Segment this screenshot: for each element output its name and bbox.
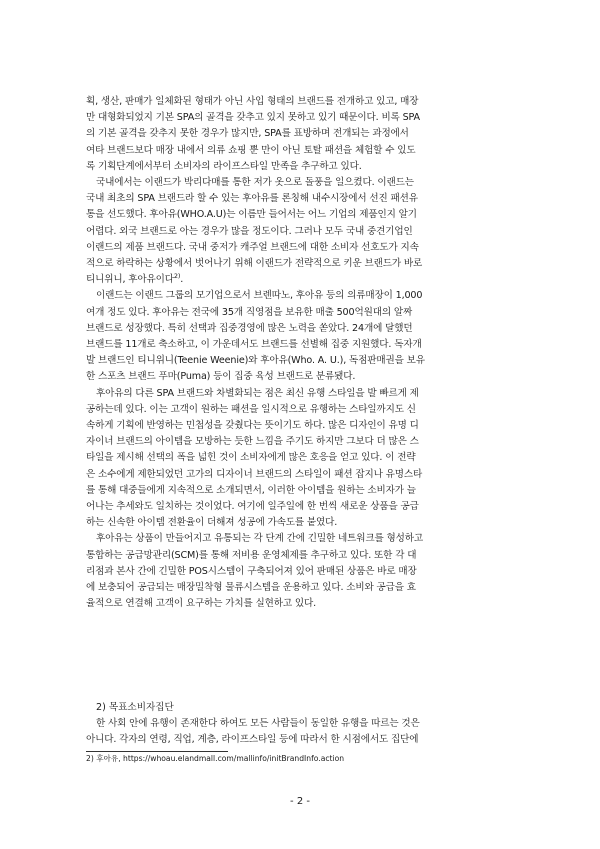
section-body: [86, 716, 516, 748]
text-line: 브랜드로 성장했다. 특히 선택과 집중경영에 많은 노력을 쏟았다. 24개에 달했던: [86, 322, 413, 334]
text-line: [86, 272, 516, 288]
text-line: 속하게 기획에 반영하는 민첩성을 갖췄다는 뜻이기도 하다. 많은 디자인이 유명 디: [86, 420, 419, 432]
page-number: - 2 -: [290, 796, 310, 807]
text-line: 율적으로 연결해 고객이 요구하는 가치를 실현하고 있다.: [86, 598, 317, 610]
text-line: 만 대형화되었지 기본 SPA의 골격을 갖추고 있지 못하고 있기 때문이다. 비록 SPA: [86, 112, 420, 124]
text-line: 에 보충되어 공급되는 매장밀착형 물류시스템을 운용하고 있다. 소비와 공급을 효: [86, 582, 416, 594]
text-line: 여개 정도 있다. 후아유는 전국에 35개 직영점을 보유한 매출 500억원대의 알짜: [86, 306, 413, 318]
text-line: 국내 최초의 SPA 브랜드라 할 수 있는 후아유를 론칭해 내수시장에서 선진 패션유: [86, 193, 418, 205]
text-line: 브랜드를 11개로 축소하고, 이 가운데서도 브랜드를 선별해 집중 지원했다. 독자개: [86, 339, 422, 351]
text-line: 한 스포츠 브랜드 푸마(Puma) 등이 집중 육성 브랜드로 분류됐다.: [86, 371, 356, 383]
text-line: 한 사회 안에 유행이 존재한다 하여도 모든 사람들이 동일한 유행을 따르는 것은: [96, 718, 420, 729]
text-line: 공하는데 있다. 이는 고객이 원하는 패션을 일시적으로 유행하는 스타일까지도 신: [86, 403, 416, 415]
paragraph: [86, 716, 516, 748]
paragraph: [86, 531, 516, 612]
text-line: 어나는 추세와도 일치하는 것이었다. 여기에 일주일에 한 번씩 새로운 상품을 공급: [86, 501, 419, 513]
text-line: 의 기본 골격을 갖추지 못한 경우가 많지만, SPA를 표방하며 전개되는 과정에서: [86, 128, 409, 140]
text-line: 록 기획단계에서부터 소비자의 라이프스타일 만족을 추구하고 있다.: [86, 160, 362, 172]
text-line: 아니다. 각자의 연령, 직업, 계층, 라이프스타일 등에 따라서 한 시점에서도 집단에: [86, 734, 419, 746]
text-line: 통합하는 공급망관리(SCM)를 통해 저비용 운영체제를 추구하고 있다. 또한 각 대: [86, 549, 417, 561]
text-line: 를 통해 대중들에게 지속적으로 소개되면서, 이러한 아이템을 원하는 소비자가 늘: [86, 484, 416, 496]
text-line: 자이너 브랜드의 아이템을 모방하는 듯한 느낌을 주기도 하지만 그보다 더 많은 스: [86, 436, 419, 448]
footnote-divider: [86, 751, 228, 752]
sentence-end: .: [180, 274, 184, 286]
text-line: 획, 생산, 판매가 일체화된 형태가 아닌 사입 형태의 브랜드를 전개하고 있고, 매장: [86, 96, 419, 107]
text-line: 후아유는 상품이 만들어지고 유통되는 각 단계 간에 긴밀한 네트워크를 형성하고: [96, 533, 423, 545]
paragraph: [86, 288, 516, 385]
section-heading: 2) 목표소비자집단: [96, 702, 174, 713]
body-text: [86, 94, 516, 613]
text-line: 은 소수에게 제한되었던 고가의 디자이너 브랜드의 스타일이 패션 잡지나 유명스타: [86, 468, 423, 480]
text-line-content: 티니위니, 후아유이다: [86, 274, 174, 286]
text-line: 국내에서는 이랜드가 박리다매를 통한 저가 옷으로 돌풍을 일으켰다. 이랜드는: [96, 177, 414, 189]
text-line: 하는 신속한 아이템 전환율이 더해져 성공에 가속도를 붙였다.: [86, 517, 338, 529]
text-line: 리점과 본사 간에 긴밀한 POS시스템이 구축되어져 있어 판매된 상품은 바로 매장: [86, 565, 417, 577]
text-line: 타일을 제시해 선택의 폭을 넓힌 것이 소비자에게 많은 호응을 얻고 있다. 이 전략: [86, 452, 416, 464]
text-line: 여타 브랜드보다 매장 내에서 의류 쇼핑 뿐 만이 아닌 토탈 패션을 체험할 수 있도: [86, 144, 416, 156]
footnote-reference[interactable]: 2): [173, 272, 181, 281]
footnote: 2) 후아유, https://whoau.elandmall.com/mallinfo/initBrandInfo.action: [86, 754, 345, 763]
text-line: 적으로 하락하는 상황에서 벗어나기 위해 이랜드가 전략적으로 키운 브랜드가 바로: [86, 258, 423, 270]
paragraph: [86, 175, 516, 288]
text-line: 이랜드의 제품 브랜드다. 국내 중저가 캐주얼 브랜드에 대한 소비자 선호도가 지속: [86, 241, 419, 253]
text-line: 발 브랜드인 티니위니(Teenie Weenie)와 후아유(Who. A. U.), 독점판매권을 보유: [86, 355, 425, 367]
text-line: 이랜드는 이랜드 그룹의 모기업으로서 브렌따노, 후아유 등의 의류매장이 1,000: [96, 290, 423, 302]
text-line: 후아유의 다른 SPA 브랜드와 차별화되는 점은 최신 유행 스타일을 발 빠르게 제: [96, 387, 419, 399]
paragraph: [86, 386, 516, 532]
text-line: 통을 선도했다. 후아유(WHO.A.U)는 이름만 들어서는 어느 기업의 제품인지 알기: [86, 209, 417, 221]
paragraph: [86, 94, 516, 175]
text-line: 어렵다. 외국 브랜드로 아는 경우가 많을 정도이다. 그러나 모두 국내 중견기업인: [86, 225, 413, 237]
